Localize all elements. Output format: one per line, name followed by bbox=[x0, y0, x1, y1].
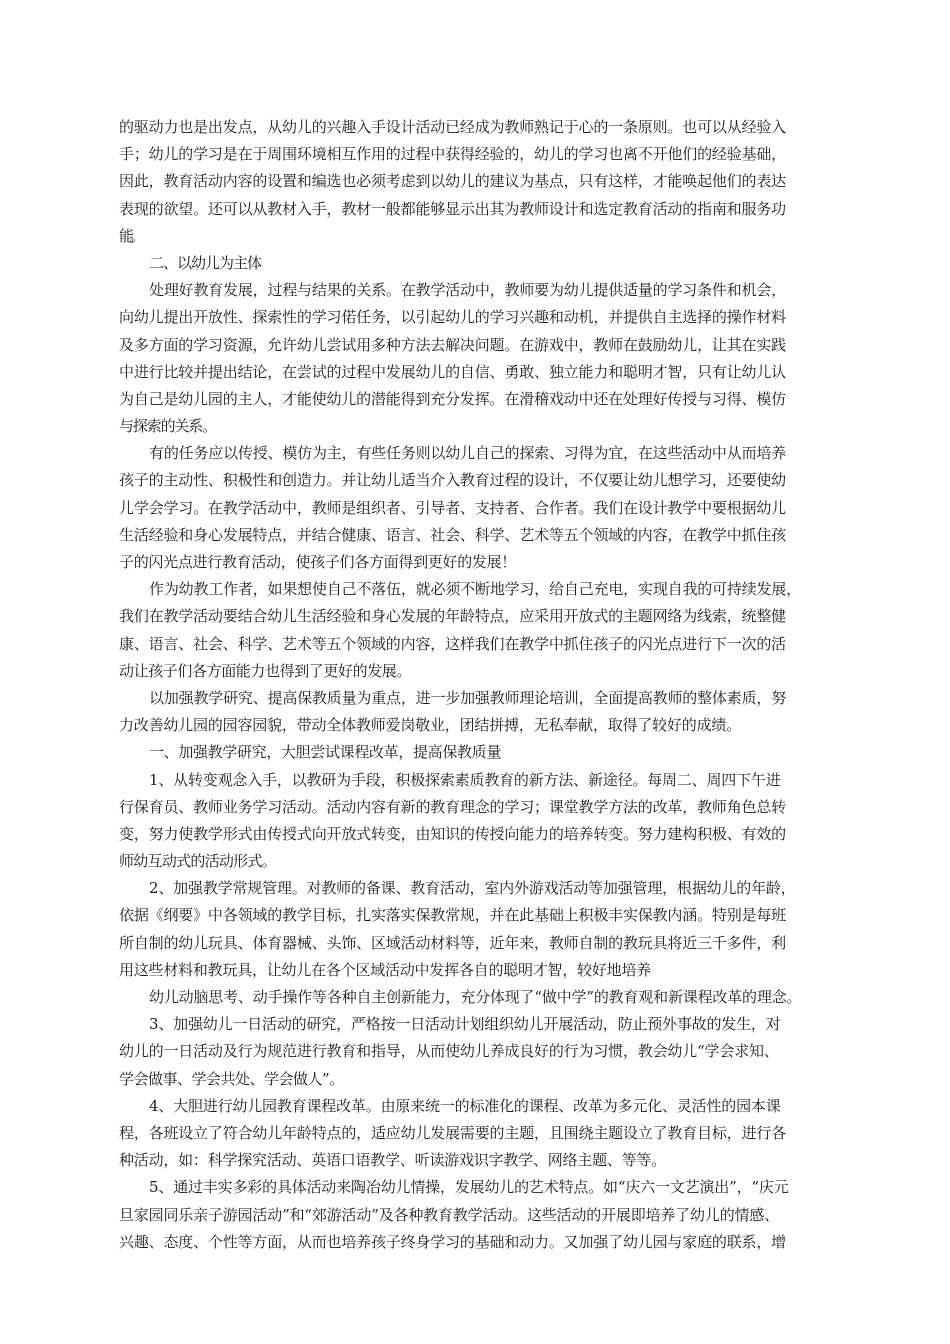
text-line: 4、大胆进行幼儿园教育课程改革。由原来统一的标准化的课程、改革为多元化、灵活性的园本课 bbox=[149, 1096, 781, 1115]
text-line: 1、从转变观念入手，以教研为手段，积极探索素质教育的新方法、新途径。每周二、周四下午进 bbox=[149, 770, 781, 789]
text-line: 变，努力使教学形式由传授式向开放式转变，由知识的传授向能力的培养转变。努力建构积极、有效的 bbox=[119, 824, 787, 843]
text-line: 一、加强教学研究，大胆尝试课程改革，提高保教质量 bbox=[149, 743, 502, 762]
text-line: 用这些材料和教玩具，让幼儿在各个区域活动中发挥各自的聪明才智，较好地培养 bbox=[119, 960, 652, 979]
text-line: 康、语言、社会、科学、艺术等五个领域的内容，这样我们在教学中抓住孩子的闪光点进行下一次的活 bbox=[119, 634, 787, 653]
text-line: 与探索的关系。 bbox=[119, 417, 217, 436]
text-line: 表现的欲望。还可以从教材入手，教材一般都能够显示出其为教师设计和选定教育活动的指南和服务功 bbox=[119, 199, 787, 218]
text-line: 向幼儿提出开放性、探索性的学习偌任务，以引起幼儿的学习兴趣和动机，并提供自主选择的操作材料 bbox=[119, 308, 787, 327]
text-line: 5、通过丰实多彩的具体活动来陶冶幼儿情操，发展幼儿的艺术特点。如“庆六一文艺演出”，“庆元 bbox=[149, 1178, 789, 1197]
body-text bbox=[119, 114, 839, 1256]
text-line: 依据《纲要》中各领域的教学目标，扎实落实保教常规，并在此基础上积极丰实保教内涵。特别是每班 bbox=[119, 906, 787, 925]
text-line: 我们在教学活动要结合幼儿生活经验和身心发展的年龄特点，应采用开放式的主题网络为线索，统整健 bbox=[119, 607, 787, 626]
text-line: 3、加强幼儿一日活动的研究，严格按一日活动计划组织幼儿开展活动，防止预外事故的发生，对 bbox=[149, 1015, 781, 1034]
text-line: 因此，教育活动内容的设置和编选也必须考虑到以幼儿的建议为基点，只有这样，才能唤起他们的表达 bbox=[119, 172, 787, 191]
text-line: 及多方面的学习资源，允许幼儿尝试用多种方法去解决问题。在游戏中，教师在鼓励幼儿，让其在实践 bbox=[119, 335, 787, 354]
text-line: 作为幼教工作者，如果想使自己不落伍，就必须不断地学习，给自己充电，实现自我的可持续发展， bbox=[149, 580, 802, 599]
text-line: 学会做事、学会共处、学会做人”。 bbox=[119, 1069, 344, 1088]
text-line: 为自己是幼儿园的主人，才能使幼儿的潜能得到充分发挥。在滑稽戏动中还在处理好传授与习得、模仿 bbox=[119, 389, 787, 408]
text-line: 行保育员、教师业务学习活动。活动内容有新的教育理念的学习；课堂教学方法的改革，教师角色总转 bbox=[119, 797, 787, 816]
text-line: 幼儿的一日活动及行为规范进行教育和指导，从而使幼儿养成良好的行为习惯，教会幼儿“学会求知、 bbox=[119, 1042, 779, 1061]
text-line: 生活经验和身心发展特点，并结合健康、语言、社会、科学、艺术等五个领域的内容，在教学中抓住孩 bbox=[119, 525, 787, 544]
text-line: 幼儿动脑思考、动手操作等各种自主创新能力，充分体现了“做中学”的教育观和新课程改革的理念。 bbox=[149, 988, 802, 1006]
text-line: 的驱动力也是出发点，从幼儿的兴趣入手设计活动已经成为教师熟记于心的一条原则。也可以从经验入 bbox=[119, 118, 787, 136]
text-line: 力改善幼儿园的园容园貌，带动全体教师爱岗敬业，团结拼搏，无私奉献，取得了较好的成绩。 bbox=[119, 716, 742, 735]
text-line: 2、加强教学常规管理。对教师的备课、教育活动，室内外游戏活动等加强管理，根据幼儿的年龄， bbox=[149, 879, 796, 898]
text-line: 旦家园同乐亲子游园活动”和“郊游活动”及各种教育教学活动。这些活动的开展即培养了幼儿的情感、 bbox=[119, 1205, 780, 1224]
text-line: 二、以幼儿为主体 bbox=[149, 253, 262, 272]
text-line: 兴趣、态度、个性等方面，从而也培养孩子终身学习的基础和动力。又加强了幼儿园与家庭的联系，增 bbox=[119, 1232, 787, 1251]
text-line: 种活动，如：科学探究活动、英语口语教学、听读游戏识字教学、网络主题、等等。 bbox=[119, 1151, 667, 1170]
text-line: 子的闪光点进行教育活动，使孩子们各方面得到更好的发展！ bbox=[119, 553, 517, 571]
text-line: 能。 bbox=[119, 226, 142, 245]
text-line: 动让孩子们各方面能力也得到了更好的发展。 bbox=[119, 661, 412, 680]
text-line: 所自制的幼儿玩具、体育器械、头饰、区域活动材料等，近年来，教师自制的教玩具将近三千多件，利 bbox=[119, 933, 787, 952]
text-line: 程，各班设立了符合幼儿年龄特点的，适应幼儿发展需要的主题，且围绕主题设立了教育目标，进行各 bbox=[119, 1123, 787, 1142]
text-line: 孩子的主动性、积极性和创造力。并让幼儿适当介入教育过程的设计，不仅要让幼儿想学习，还要使幼 bbox=[119, 471, 787, 490]
text-line: 师幼互动式的活动形式。 bbox=[119, 852, 277, 871]
text-line: 以加强教学研究、提高保教质量为重点，进一步加强教师理论培训，全面提高教师的整体素质，努 bbox=[149, 688, 787, 707]
text-line: 手；幼儿的学习是在于周围环境相互作用的过程中获得经验的，幼儿的学习也离不开他们的经验基础， bbox=[119, 145, 787, 164]
text-line: 中进行比较并提出结论，在尝试的过程中发展幼儿的自信、勇敢、独立能力和聪明才智，只有让幼儿认 bbox=[119, 362, 787, 381]
text-line: 有的任务应以传授、模仿为主，有些任务则以幼儿自己的探索、习得为宜，在这些活动中从而培养 bbox=[149, 444, 787, 463]
text-line: 儿学会学习。在教学活动中，教师是组织者、引导者、支持者、合作者。我们在设计教学中要根据幼儿 bbox=[119, 498, 787, 517]
text-line: 处理好教育发展，过程与结果的关系。在教学活动中，教师要为幼儿提供适量的学习条件和机会， bbox=[149, 281, 787, 300]
